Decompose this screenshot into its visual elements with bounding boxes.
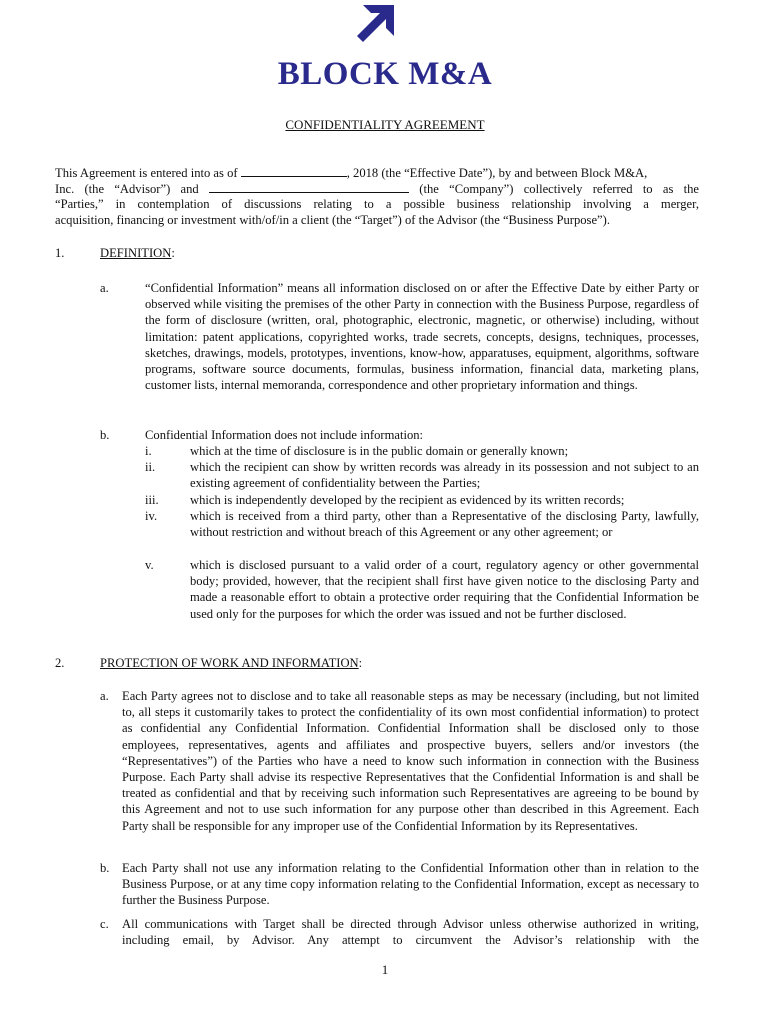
document-title: CONFIDENTIALITY AGREEMENT [285, 117, 485, 132]
arrow-up-right-icon [355, 4, 395, 44]
clause-label: b. [100, 861, 110, 875]
section-2-heading [100, 655, 362, 671]
intro-line-1 [55, 164, 699, 181]
intro-text: , 2018 (the “Effective Date”), by and between Block M&A, [346, 166, 648, 180]
intro-text: Inc. (the “Advisor”) and [55, 182, 199, 196]
definition-clause-b-intro: Confidential Information does not include information: [145, 428, 424, 442]
section-2-number: 2. [55, 656, 65, 670]
heading-colon: : [171, 246, 175, 260]
protection-clause-b: Each Party shall not use any information relating to the Confidential Information other than in relation to the Business Purpose, or at any time copy information relating to the Confidential Information, except as necessary to further the Business Purpose. [122, 861, 699, 908]
heading-colon: : [358, 656, 363, 670]
protection-clause-c: All communications with Target shall be directed through Advisor unless otherwise authorized in writing, including email, by Advisor. Any attempt to circumvent the Advisor’s relationship with the [122, 917, 699, 948]
definition-clause-a: “Confidential Information” means all information disclosed on or after the Effective Date by either Party or observed while visiting the premises of the other Party in connection with the Business Purpose, regardless of the form of disclosure (written, oral, photographic, electronic, magnetic, or otherwise) including, without limitation: patent applications, copyrighted works, trade secrets, concepts, designs, techniques, processes, sketches, drawings, models, prototypes, inventions, know-how, apparatuses, equipment, algorithms, software programs, software source documents, formulas, business information, financial data, marketing plans, customer lists, internal memoranda, correspondence and other proprietary information and things. [145, 281, 699, 393]
exclusion-item: which the recipient can show by written records was already in its possession and not subject to an existing agreement of confidentiality between the Parties; [190, 460, 699, 491]
intro-line-4: acquisition, financing or investment with/of/in a client (the “Target”) of the Advisor (the “Business Purpose”). [55, 213, 610, 227]
sub-item-label: ii. [145, 460, 156, 474]
exclusion-item: which is disclosed pursuant to a valid order of a court, regulatory agency or other governmental body; provided, however, that the recipient shall first have given notice to the disclosing Party and made a reasonable effort to obtain a protective order requiring that the Confidential Information be used only for the purposes for which the order was issued and not be further disclosed. [190, 558, 699, 621]
sub-item-label: iii. [145, 493, 159, 507]
clause-label: c. [100, 917, 109, 931]
sub-item-label: iv. [145, 509, 158, 523]
intro-line-3: “Parties,” in contemplation of discussions relating to a possible business relationship involving a merger, [55, 197, 699, 211]
section-heading-text: DEFINITION [100, 246, 172, 260]
clause-label: a. [100, 281, 109, 295]
exclusion-item: which at the time of disclosure is in the public domain or generally known; [190, 444, 569, 458]
section-1-number: 1. [55, 246, 65, 260]
clause-label: a. [100, 689, 109, 703]
intro-line-2 [55, 180, 699, 197]
clause-label: b. [100, 428, 110, 442]
sub-item-label: i. [145, 444, 152, 458]
exclusion-item: which is independently developed by the recipient as evidenced by its written records; [190, 493, 625, 507]
intro-text: This Agreement is entered into as of [55, 166, 238, 180]
company-name-blank [209, 180, 409, 193]
section-heading-text: PROTECTION OF WORK AND INFORMATION [100, 656, 359, 670]
intro-text: (the “Company”) collectively referred to as the [419, 182, 700, 196]
sub-item-label: v. [145, 558, 154, 572]
company-logo-text: BLOCK M&A [277, 56, 493, 92]
exclusion-item: which is received from a third party, other than a Representative of the disclosing Party, lawfully, without restriction and without breach of this Agreement or any other agreement; or [190, 509, 699, 540]
section-1-heading [100, 245, 175, 261]
effective-date-blank [241, 164, 347, 177]
page-number: 1 [381, 962, 389, 977]
protection-clause-a: Each Party agrees not to disclose and to take all reasonable steps as may be necessary (including, but not limited to, all steps it customarily takes to protect the confidentiality of its own most confidential information) to protect as confidential any Confidential Information. Confidential Information shall be disclosed only to those employees, representatives, agents and affiliates and prospective buyers, sellers and/or investors (the “Representatives”) of the Parties who have a need to know such information in connection with the Business Purpose. Each Party shall advise its respective Representatives that the Confidential Information is and shall be treated as confidential and that by receiving such information such Representatives are agreeing to be bound by this Agreement and not to use such information for any purpose other than described in this Agreement. Each Party shall be responsible for any improper use of the Confidential Information by its Representatives. [122, 689, 699, 833]
